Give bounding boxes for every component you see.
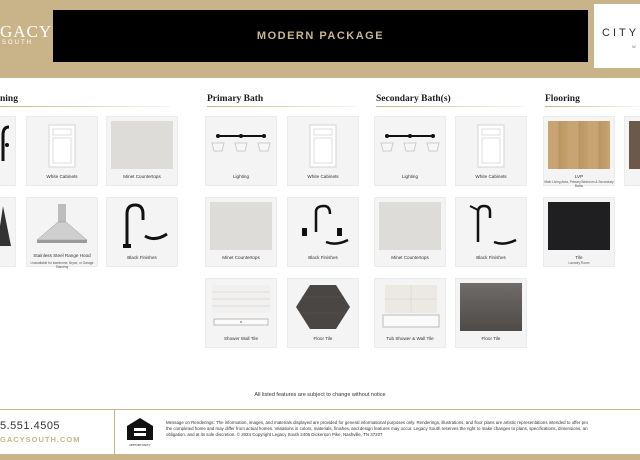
city-logo-text: CITY bbox=[602, 27, 640, 39]
card-label: Lighting bbox=[232, 174, 250, 179]
primary-white-cabinets-card[interactable] bbox=[287, 116, 359, 186]
secondary-white-cabinets-card[interactable] bbox=[455, 116, 527, 186]
legacy-south-logo bbox=[0, 0, 53, 78]
page-title: MODERN PACKAGE bbox=[256, 30, 385, 42]
section-divider bbox=[207, 106, 357, 107]
section-title-flooring: Flooring bbox=[545, 94, 580, 104]
section-divider bbox=[0, 106, 170, 107]
card-note: Unavailable for townhome, Bryce, or Garage Standing bbox=[30, 261, 94, 269]
hexagon-tile-image bbox=[292, 283, 354, 331]
logo-text: GACY bbox=[0, 22, 53, 41]
lvp-card[interactable] bbox=[543, 116, 615, 186]
card-label: White Cabinets bbox=[475, 174, 507, 179]
countertop-swatch bbox=[379, 202, 441, 250]
card-label: Stainless Steel Range Hood bbox=[33, 253, 91, 258]
range-hood-card[interactable] bbox=[26, 197, 98, 267]
card-label: Minet Countertops bbox=[123, 174, 161, 179]
eho-label: OPPORTUNITY bbox=[129, 443, 151, 447]
shower-tile-image bbox=[210, 283, 272, 331]
tile-swatch bbox=[548, 202, 610, 250]
floor-tile-swatch bbox=[460, 283, 522, 331]
footer-band bbox=[0, 454, 640, 460]
card-label: Black Finishes bbox=[127, 255, 157, 260]
section-divider bbox=[376, 106, 526, 107]
primary-floor-tile-card[interactable] bbox=[287, 278, 359, 348]
countertops-card[interactable] bbox=[106, 116, 178, 186]
card-label: Shower Wall Tile bbox=[223, 336, 259, 341]
equal-housing-opportunity-logo bbox=[125, 416, 155, 450]
tub-tile-image bbox=[379, 283, 441, 331]
shower-wall-tile-card[interactable] bbox=[205, 278, 277, 348]
kitchen-appliance-card[interactable] bbox=[0, 197, 16, 267]
widespread-faucet-image bbox=[292, 202, 354, 250]
card-label: Black Finishes bbox=[308, 255, 338, 260]
card-label: White Cabinets bbox=[46, 174, 78, 179]
section-title-primary-bath: Primary Bath bbox=[207, 94, 264, 104]
white-cabinets-card[interactable] bbox=[26, 116, 98, 186]
section-title-kitchen: ning bbox=[0, 94, 18, 104]
countertop-swatch bbox=[111, 121, 173, 169]
tile-card[interactable] bbox=[543, 197, 615, 267]
card-label: Lighting bbox=[401, 174, 419, 179]
footer bbox=[0, 410, 640, 454]
card-label: Minet Countertops bbox=[391, 255, 429, 260]
card-label: Tub Shower & Wall Tile bbox=[386, 336, 434, 341]
card-label: Minet Countertops bbox=[222, 255, 260, 260]
card-label: Black Finishes bbox=[476, 255, 506, 260]
logo-subtext: SOUTH bbox=[2, 40, 33, 46]
disclaimer-line: obligation, and at its sole discretion. © 2024 Copyright Legacy South 2406 Dickerson Pike, Nashville, TN 37207 bbox=[166, 432, 383, 437]
city-logo-subtext: W bbox=[632, 44, 637, 49]
card-note: Laundry Room bbox=[568, 261, 590, 265]
kitchen-faucet-card[interactable] bbox=[0, 116, 16, 186]
single-faucet-image bbox=[460, 202, 522, 250]
lvp-swatch bbox=[548, 121, 610, 169]
equal-housing-icon bbox=[125, 416, 155, 442]
disclaimer bbox=[166, 420, 640, 438]
card-label: White Cabinets bbox=[307, 174, 339, 179]
secondary-black-finishes-card[interactable] bbox=[455, 197, 527, 267]
appliance-image bbox=[0, 202, 11, 250]
city-logo bbox=[594, 4, 640, 68]
tub-shower-tile-card[interactable] bbox=[374, 278, 446, 348]
card-label: Tile bbox=[575, 255, 583, 260]
website-link[interactable]: GACYSOUTH.COM bbox=[0, 435, 81, 444]
phone-number[interactable]: 5.551.4505 bbox=[0, 420, 61, 432]
card-label: Floor Tile bbox=[313, 336, 333, 341]
disclaimer-line: the completed home and may differ from actual homes. Variations in colors, materials, finishes, and design features may occur. Legacy South reserves the right to make changes to plans, specifications, dimensions, an bbox=[166, 426, 588, 431]
footer-vertical-divider bbox=[114, 410, 115, 454]
secondary-countertops-card[interactable] bbox=[374, 197, 446, 267]
light-fixture-image bbox=[379, 121, 441, 169]
black-faucet-image bbox=[111, 202, 173, 250]
secondary-floor-tile-card[interactable] bbox=[455, 278, 527, 348]
flooring-alt-swatch bbox=[629, 121, 640, 169]
light-fixture-image bbox=[210, 121, 272, 169]
disclaimer-line: Message on Renderings: The information, images, and materials displayed are provided for general informational purposes only. Renderings, illustrations, and floor plans are artistic representations intended to offer pro bbox=[166, 420, 588, 425]
primary-black-finishes-card[interactable] bbox=[287, 197, 359, 267]
white-cabinet-image bbox=[460, 121, 522, 169]
flooring-alt-card[interactable] bbox=[624, 116, 640, 186]
change-notice: All listed features are subject to change without notice bbox=[254, 392, 386, 398]
faucet-image bbox=[0, 121, 11, 169]
section-divider bbox=[545, 106, 640, 107]
card-note: Main Living Area, Primary Bedroom & Secondary Baths bbox=[544, 180, 614, 188]
white-cabinet-image bbox=[292, 121, 354, 169]
card-label: Floor Tile bbox=[481, 336, 501, 341]
black-finishes-card[interactable] bbox=[106, 197, 178, 267]
primary-lighting-card[interactable] bbox=[205, 116, 277, 186]
title-panel bbox=[53, 10, 588, 62]
white-cabinet-image bbox=[31, 121, 93, 169]
primary-countertops-card[interactable] bbox=[205, 197, 277, 267]
section-title-secondary-bath: Secondary Bath(s) bbox=[376, 94, 451, 104]
countertop-swatch bbox=[210, 202, 272, 250]
card-label: LVP bbox=[574, 174, 584, 179]
secondary-lighting-card[interactable] bbox=[374, 116, 446, 186]
range-hood-image bbox=[31, 202, 93, 250]
